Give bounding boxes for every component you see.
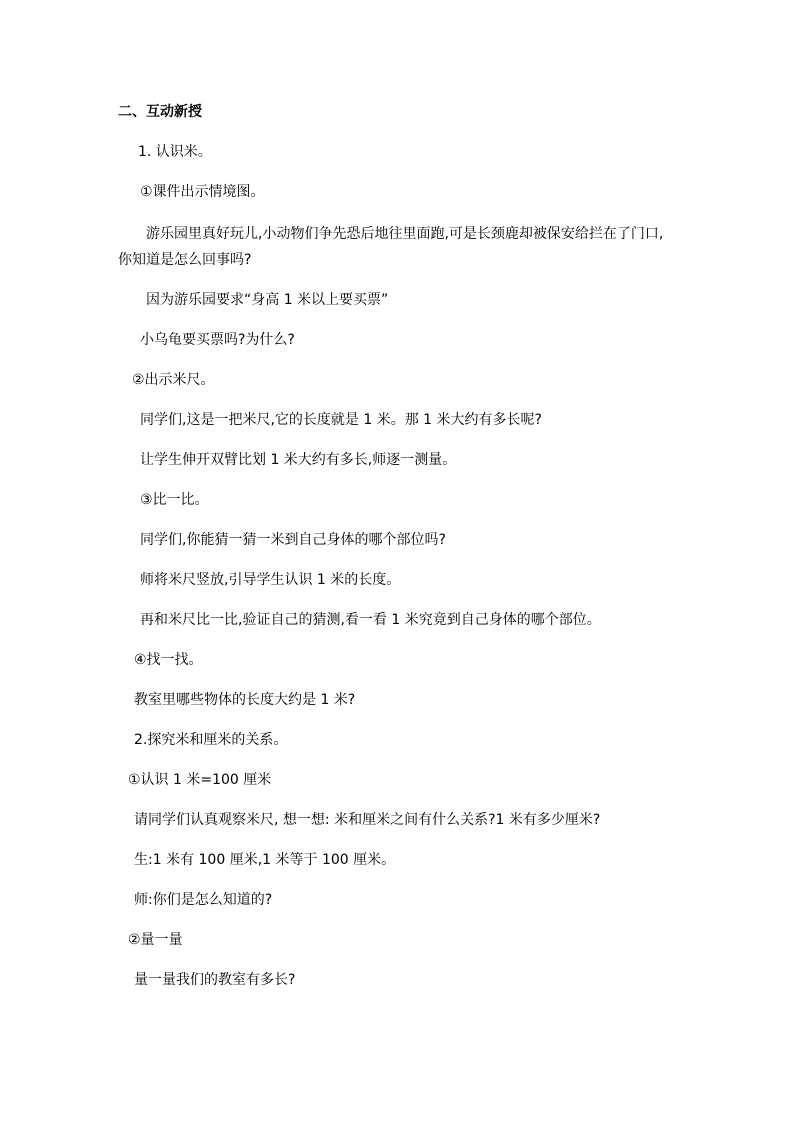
paragraph-line: ②出示米尺。 (132, 372, 215, 388)
paragraph-line: 1. 认识米。 (138, 144, 212, 160)
paragraph-line: ④找一找。 (134, 652, 203, 668)
paragraph-line: 请同学们认真观察米尺, 想一想: 米和厘米之间有什么关系?1 米有多少厘米? (134, 812, 601, 828)
paragraph-line: 你知道是怎么回事吗? (118, 252, 252, 268)
paragraph-line: 2.探究米和厘米的关系。 (134, 732, 288, 748)
paragraph-line: 同学们,你能猜一猜一米到自己身体的哪个部位吗? (140, 532, 446, 548)
paragraph-line: 同学们,这是一把米尺,它的长度就是 1 米。那 1 米大约有多长呢? (140, 412, 542, 428)
paragraph-line: 游乐园里真好玩儿,小动物们争先恐后地往里面跑,可是长颈鹿却被保安给拦在了门口, (146, 226, 664, 242)
paragraph-line: 小乌龟要买票吗?为什么? (140, 332, 295, 348)
paragraph-line: ①课件出示情境图。 (140, 184, 265, 200)
paragraph-line: 生:1 米有 100 厘米,1 米等于 100 厘米。 (134, 852, 396, 868)
paragraph-line: 师:你们是怎么知道的? (134, 892, 273, 908)
paragraph-line: ①认识 1 米=100 厘米 (128, 772, 272, 788)
paragraph-line: ③比一比。 (140, 492, 209, 508)
paragraph-line: 教室里哪些物体的长度大约是 1 米? (134, 692, 356, 708)
paragraph-line: 让学生伸开双臂比划 1 米大约有多长,师逐一测量。 (140, 452, 457, 468)
paragraph-line: 量一量我们的教室有多长? (134, 972, 296, 988)
paragraph-line: ②量一量 (128, 932, 183, 948)
paragraph-line: 再和米尺比一比,验证自己的猜测,看一看 1 米究竟到自己身体的哪个部位。 (140, 612, 601, 628)
paragraph-line: 因为游乐园要求“身高 1 米以上要买票” (146, 292, 389, 308)
section-heading: 二、互动新授 (118, 104, 202, 120)
paragraph-line: 师将米尺竖放,引导学生认识 1 米的长度。 (140, 572, 401, 588)
